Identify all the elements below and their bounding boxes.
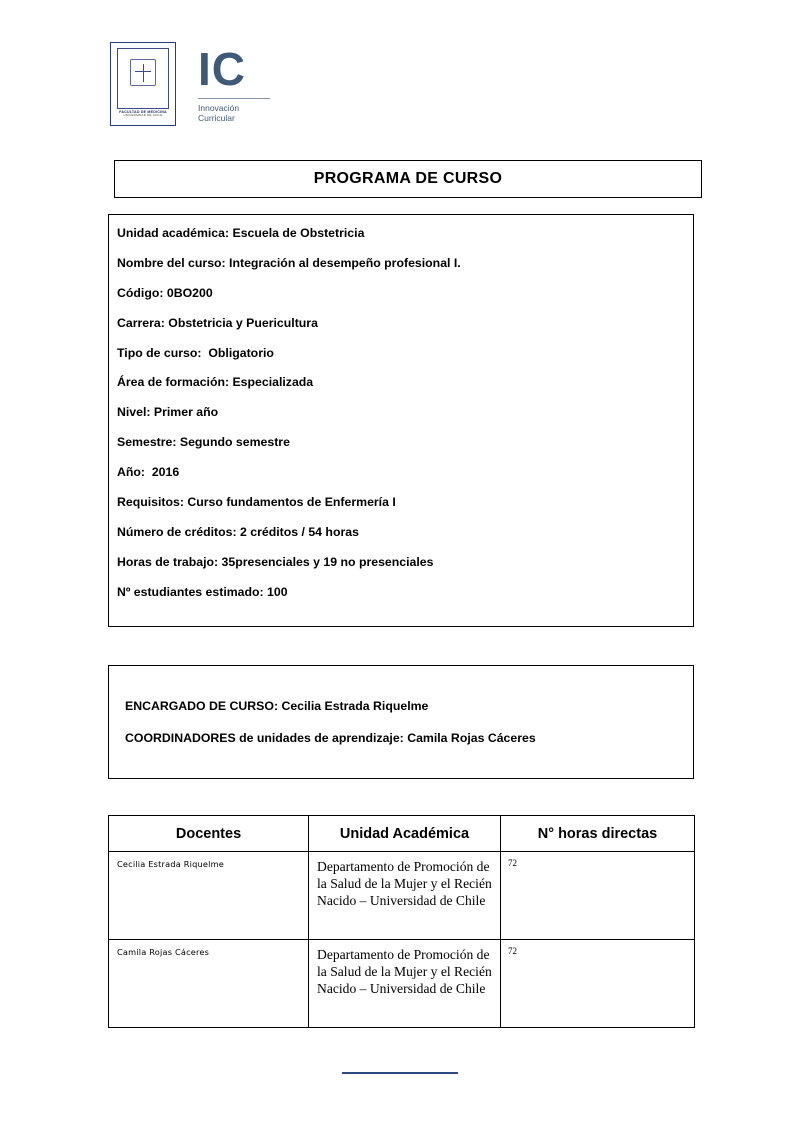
- crest-caption: [111, 110, 175, 118]
- info-estudiantes-estimado: Nº estudiantes estimado: 100: [117, 584, 288, 599]
- cell-docente-name: Camila Rojas Cáceres: [109, 940, 309, 1028]
- crest-emblem-art: [130, 59, 156, 86]
- info-nombre-curso: Nombre del curso: Integración al desempeño profesional I.: [117, 255, 461, 270]
- info-nivel: Nivel: Primer año: [117, 405, 219, 420]
- teachers-table: [108, 815, 695, 1028]
- info-ano: Año: 2016: [117, 465, 180, 480]
- ic-divider: [198, 98, 270, 99]
- column-header-horas-directas: N° horas directas: [501, 816, 695, 852]
- header-logos: [110, 42, 276, 126]
- ic-letters: IC: [198, 43, 246, 95]
- course-info-box: [108, 214, 694, 627]
- column-header-unidad-academica: Unidad Académica: [309, 816, 501, 852]
- cell-docente-name: Cecilia Estrada Riquelme: [109, 852, 309, 940]
- ic-subtitle-line2: Curricular: [198, 113, 235, 124]
- encargado-de-curso: ENCARGADO DE CURSO: Cecilia Estrada Riquelme: [125, 699, 429, 713]
- document-title-box: [114, 160, 702, 198]
- info-carrera: Carrera: Obstetricia y Puericultura: [117, 315, 318, 330]
- info-requisitos: Requisitos: Curso fundamentos de Enfermería I: [117, 495, 396, 510]
- crest-caption-sub: UNIVERSIDAD DE CHILE: [123, 113, 163, 118]
- cell-unidad-academica: Departamento de Promoción de la Salud de la Mujer y el Recién Nacido – Universidad de Chile: [309, 940, 501, 1028]
- info-area-formacion: Área de formación: Especializada: [117, 375, 314, 390]
- info-creditos: Número de créditos: 2 créditos / 54 horas: [117, 524, 359, 539]
- page-title: PROGRAMA DE CURSO: [313, 170, 503, 187]
- ic-subtitle-line1: Innovación: [198, 102, 240, 113]
- column-header-docentes: Docentes: [109, 816, 309, 852]
- cell-unidad-academica: Departamento de Promoción de la Salud de la Mujer y el Recién Nacido – Universidad de Chile: [309, 852, 501, 940]
- info-tipo-curso: Tipo de curso: Obligatorio: [117, 345, 274, 360]
- table-row: [109, 852, 695, 940]
- info-unidad-academica: Unidad académica: Escuela de Obstetricia: [117, 226, 365, 240]
- info-semestre: Semestre: Segundo semestre: [117, 435, 290, 450]
- crest-inner-border: [117, 48, 169, 109]
- ic-logo: [198, 42, 276, 124]
- info-codigo: Código: 0BO200: [117, 285, 213, 300]
- footer-divider: [342, 1072, 458, 1074]
- course-staff-box: [108, 665, 694, 779]
- faculty-crest-icon: [110, 42, 176, 126]
- cell-horas-directas: 72: [501, 940, 695, 1028]
- info-horas-trabajo: Horas de trabajo: 35presenciales y 19 no presenciales: [117, 554, 434, 569]
- teachers-table-wrap: [108, 815, 694, 1028]
- table-row: [109, 940, 695, 1028]
- crest-caption-main: FACULTAD DE MEDICINA: [119, 109, 167, 114]
- coordinadores: COORDINADORES de unidades de aprendizaje: Camila Rojas Cáceres: [125, 731, 536, 746]
- cell-horas-directas: 72: [501, 852, 695, 940]
- table-header-row: [109, 816, 695, 852]
